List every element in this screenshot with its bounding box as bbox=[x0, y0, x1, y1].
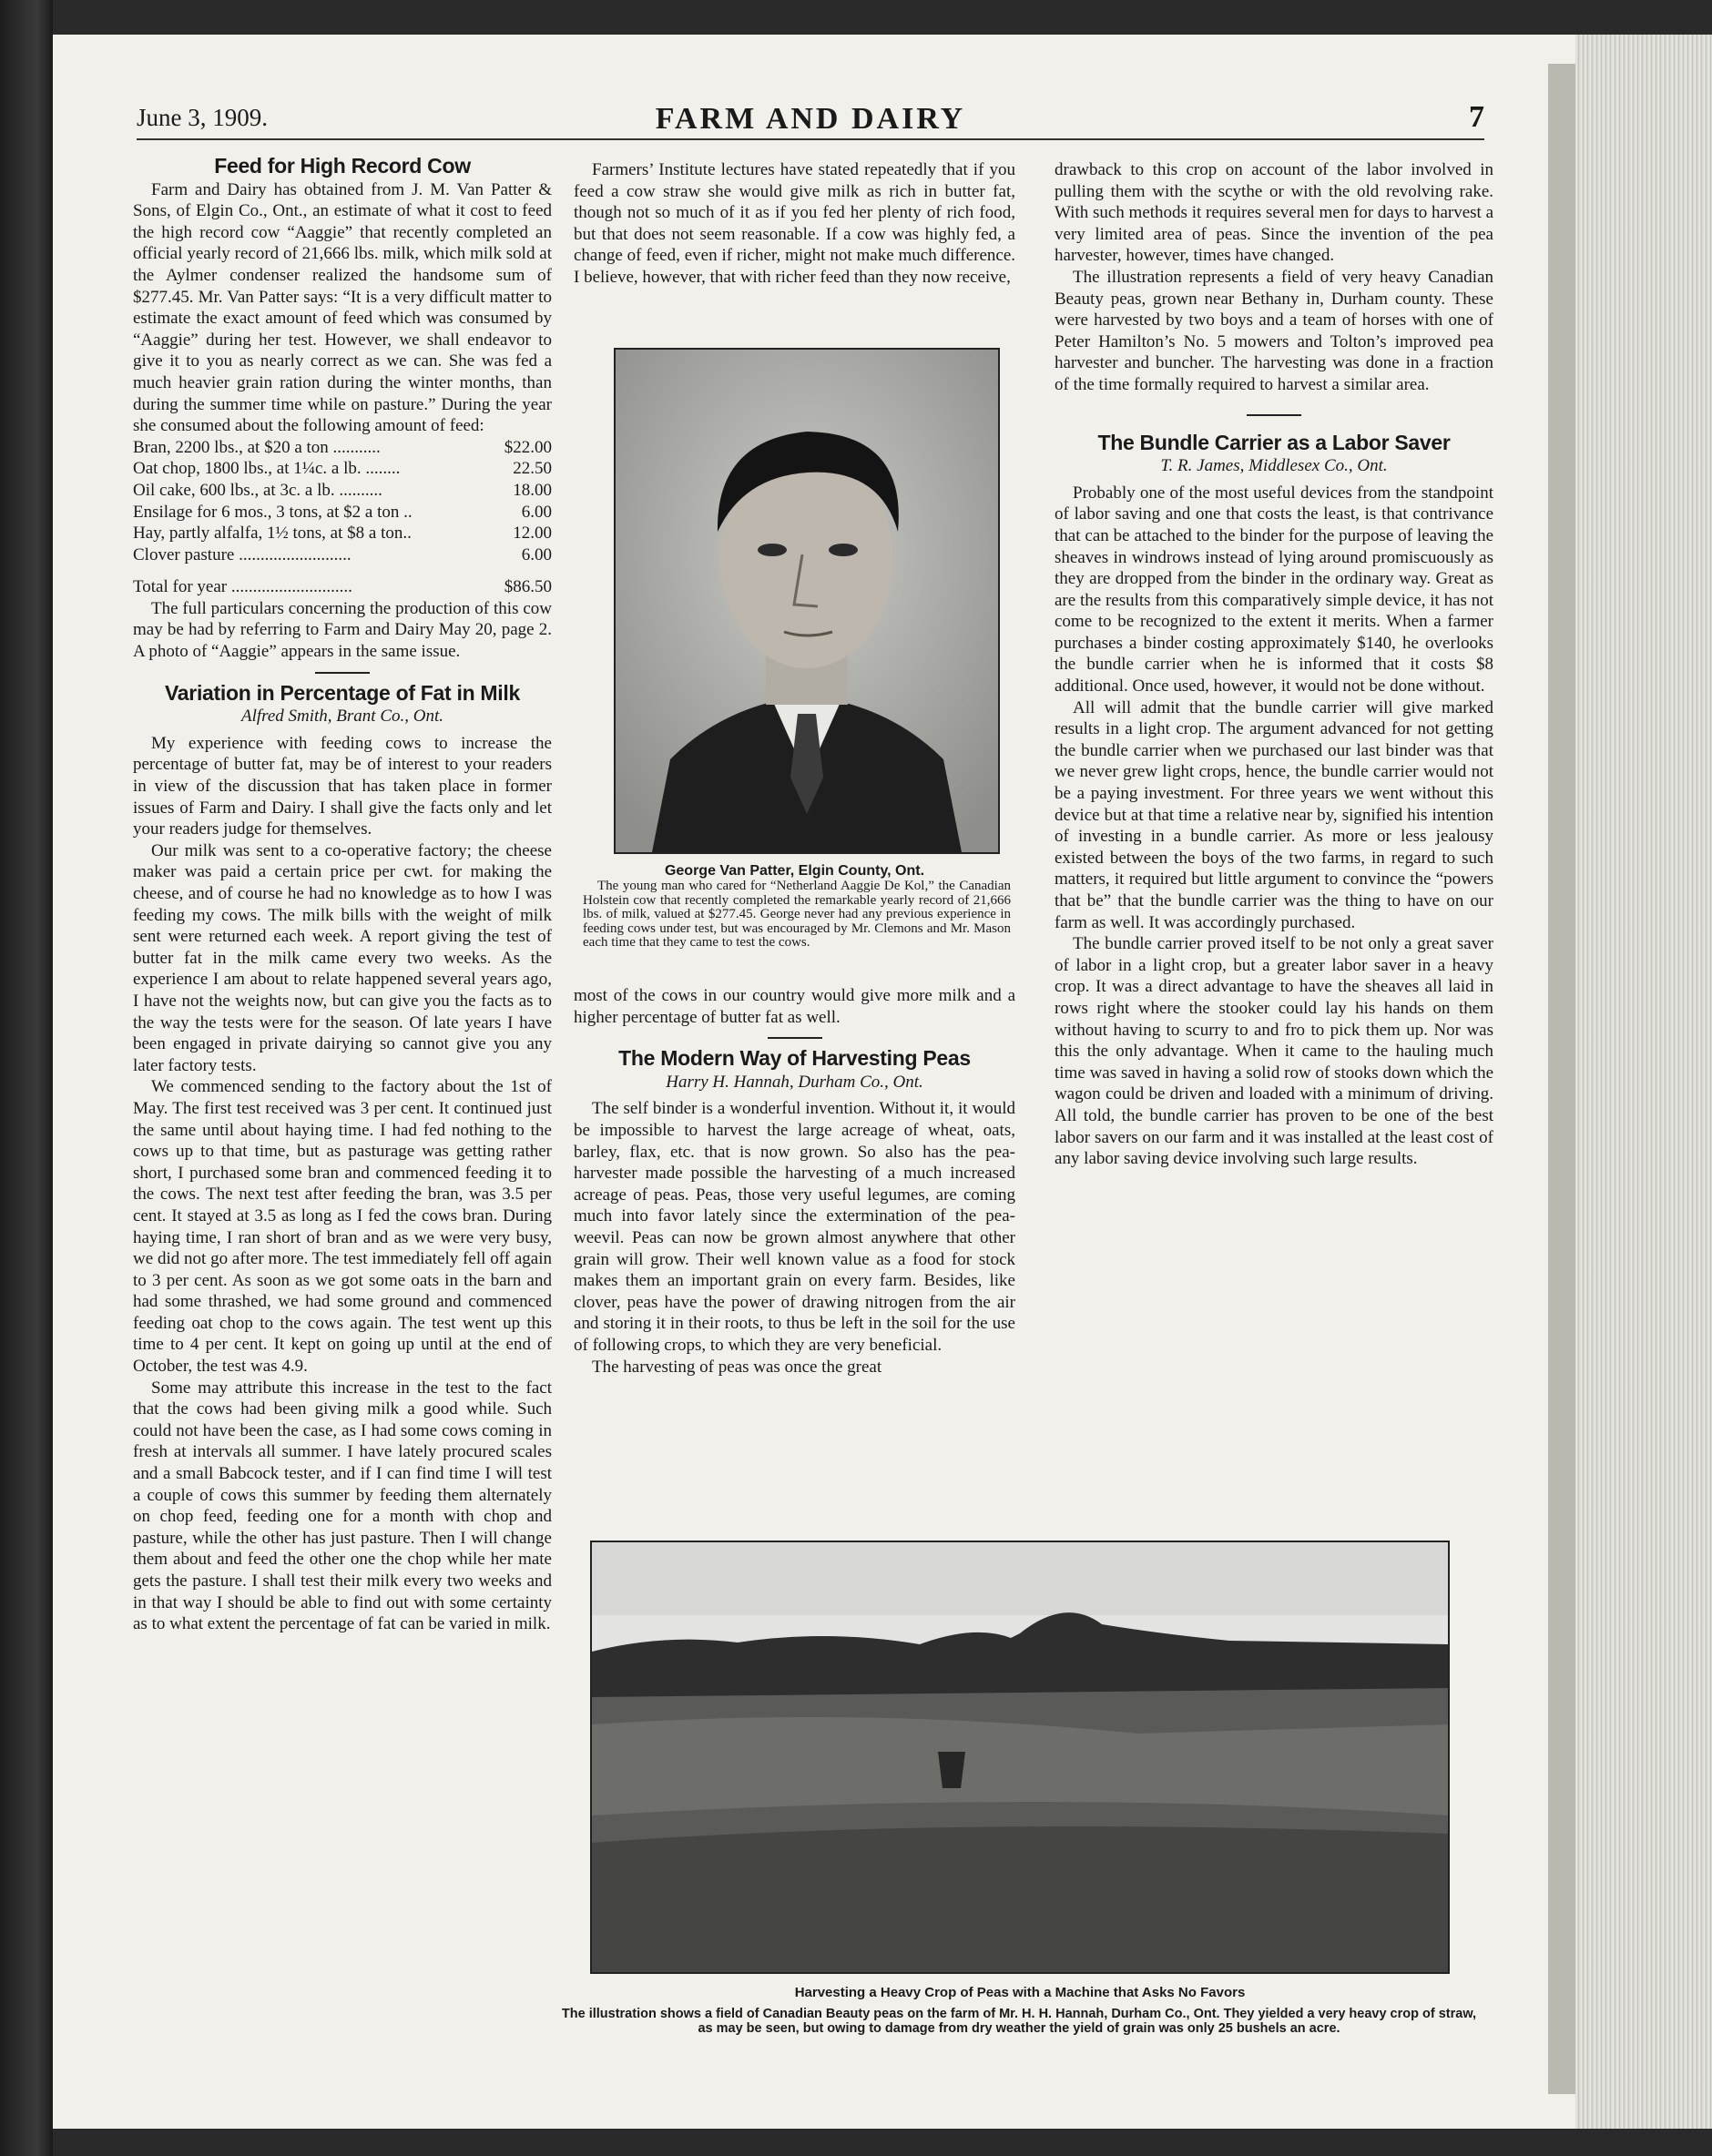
column-1 bbox=[133, 150, 552, 1635]
peas-paragraph: The harvesting of peas was once the great bbox=[592, 1357, 882, 1377]
table-row: Hay, partly alfalfa, 1½ tons, at $8 a ton.. 12.00 bbox=[133, 524, 552, 544]
pea-field-photo bbox=[590, 1541, 1450, 1974]
table-row: Oat chop, 1800 lbs., at 1¼c. a lb. ........ 22.50 bbox=[133, 459, 552, 479]
variation-paragraph: We commenced sending to the factory about the 1st of May. The first test received was 3 per cent. It continued just the same until about haying time. I had fed nothing to the cows up to that time, but as pasturage was getting rather short, I purchased some bran and commenced feeding it to the cows. The next test after feeding the bran, was 3.5 per cent. It stayed at 3.5 as long as I fed the cows bran. During haying time, I ran short of bran and as we were very busy, we did not go after more. The test immediately fell off again to 3 per cent. As soon as we got some oats in the barn and had some thrashed, we had some ground and commenced feeding oat chop to the cows again. The test went up this time to 4 per cent. It kept on going up until at the end of October, the test was 4.9. bbox=[133, 1077, 552, 1377]
peas-paragraph: The illustration represents a field of very heavy Canadian Beauty peas, grown near Bethany in, Durham county. These were harvested by two boys and a team of horses with one of Peter Hamilton’s No. 5 mowers and Tolton’s improved pea harvester and buncher. The harvesting was done in a fraction of the time formally required to harvest a similar area. bbox=[1055, 267, 1493, 394]
table-row: Clover pasture .......................... 6.00 bbox=[133, 544, 552, 564]
issue-date: June 3, 1909. bbox=[137, 104, 268, 131]
article-separator bbox=[768, 1037, 822, 1039]
column-2-top bbox=[574, 159, 1015, 289]
scan-border bbox=[0, 0, 53, 2156]
feed-outro: The full particulars concerning the production of this cow may be had by referring to Farm and Dairy May 20, page 2. A photo of “Aaggie” appears in the same issue. bbox=[133, 598, 552, 662]
page-header bbox=[137, 98, 1484, 144]
bundle-byline: T. R. James, Middlesex Co., Ont. bbox=[1160, 456, 1388, 476]
field-caption-body: The illustration shows a field of Canadian Beauty peas on the farm of Mr. H. H. Hannah, Durham Co., Ont. They yielded a very heavy crop of straw, as may be seen, but owing to damage from dry weather the yield of grain was only 25 bushels an acre. bbox=[561, 2007, 1477, 2036]
column-2-bottom bbox=[574, 985, 1015, 1378]
peas-byline: Harry H. Hannah, Durham Co., Ont. bbox=[666, 1072, 923, 1092]
variation-article-title: Variation in Percentage of Fat in Milk bbox=[165, 680, 520, 705]
feed-article-title: Feed for High Record Cow bbox=[214, 154, 471, 178]
portrait-caption-body: The young man who cared for “Netherland Aaggie De Kol,” the Canadian Holstein cow that recently completed the remarkable yearly record of 21,666 lbs. of milk, valued at $277.45. George never had any previous experience in feeding cows under test, but was encouraged by Mr. Clemons and Mr. Mason each time that they came to test the cows. bbox=[583, 879, 1011, 951]
page-binding bbox=[1548, 64, 1575, 2094]
variation-paragraph: My experience with feeding cows to increase the percentage of butter fat, may be of interest to your readers in view of the discussion that has taken place in former issues of Farm and Dairy. I shall give the facts only and let your readers judge for themselves. bbox=[133, 733, 552, 839]
article-separator bbox=[315, 672, 370, 674]
table-row: Ensilage for 6 mos., 3 tons, at $2 a ton .. 6.00 bbox=[133, 502, 552, 522]
peas-continuation: drawback to this crop on account of the labor involved in pulling them with the scythe or with the old revolving rake. With such methods it requires several men for days to harvest a very limited area of peas. Since the invention of the pea harvester, however, times have changed. bbox=[1055, 160, 1494, 266]
institute-paragraph: Farmers’ Institute lectures have stated repeatedly that if you feed a cow straw she would give milk as rich in butter fat, though not so much of it as if you fed her plenty of rich food, but that does not seem reasonable. If a cow was highly fed, a change of feed, even if richer, might not make much difference. I believe, however, that with richer feed than they now receive, bbox=[574, 160, 1015, 287]
column-3 bbox=[1055, 159, 1493, 1170]
variation-byline: Alfred Smith, Brant Co., Ont. bbox=[240, 707, 444, 727]
header-rule bbox=[137, 138, 1484, 140]
bundle-paragraph: The bundle carrier proved itself to be not only a great saver of labor in a light crop, but a greater labor saver in a heavy crop. It was a direct advantage to have the sheaves all laid in rows right where the stooker could lay his hands on them without having to scurry to and fro to pick them up. Nor was this the only advantage. When it came to the hauling much time was saved in having a solid row of stooks down which the wagon could be driven and loaded with a minimum of driving. All told, the bundle carrier has proven to be one of the best labor savers on our farm and it was installed at the least cost of any labor saving device involving such large results. bbox=[1055, 934, 1493, 1169]
table-total-row: Total for year ............................ $86.50 bbox=[133, 577, 552, 597]
table-row: Oil cake, 600 lbs., at 3c. a lb. .......... 18.00 bbox=[133, 480, 552, 500]
variation-paragraph: Our milk was sent to a co-operative factory; the cheese maker was paid a certain price per cwt. for making the cheese, and of course he had no knowledge as to how I was feeding my cows. The milk bills with the weight of milk sent were returned each week. A report giving the test of butter fat in the milk came every two weeks. As the experience I am about to relate happened several years ago, I have not the weights now, but can give you the facts as to the way the tests were for the season. Of late years I have been engaged in private dairying so cannot give you any later factory tests. bbox=[133, 840, 552, 1075]
bundle-article-title: The Bundle Carrier as a Labor Saver bbox=[1097, 430, 1451, 454]
field-caption-title: Harvesting a Heavy Crop of Peas with a Machine that Asks No Favors bbox=[794, 1985, 1246, 2000]
feed-intro: Farm and Dairy has obtained from J. M. Van Patter & Sons, of Elgin Co., Ont., an estimate of what it cost to feed the high record cow “Aaggie” that recently completed an official yearly record of 21,666 lbs. milk, which milk sold at the Aylmer condenser realized the handsome sum of $277.45. Mr. Van Patter says: “It is a very difficult matter to estimate the exact amount of feed which was consumed by “Aaggie” during her test. However, we shall endeavor to give it to you as nearly correct as we can. She was fed a much heavier grain ration during the winter months, than during the summer time while on pasture.” During the year she consumed about the following amount of feed: bbox=[133, 179, 552, 436]
variation-paragraph: Some may attribute this increase in the test to the fact that the cows had been giving milk a good while. Such could not have been the case, as I had some cows coming in fresh at intervals all summer. I have lately procured scales and a small Babcock tester, and if I can find time I will test a couple of cows this summer by feeding them alternately on chop feed, feeding one for a month with chop and pasture, while the other has just pasture. Then I will change them about and feed the other one the chop while her mate gets the pasture. I shall test their milk every two weeks and in that way I should be able to find out with some certainty as to what extent the percentage of fat can be varied in milk. bbox=[133, 1378, 552, 1634]
portrait-caption-title: George Van Patter, Elgin County, Ont. bbox=[664, 863, 925, 879]
bundle-paragraph: Probably one of the most useful devices from the standpoint of labor saving and one that costs the least, is that contrivance that can be attached to the binder for the purpose of leaving the sheaves in windrows instead of lying around promiscuously as they are dropped from the binder in the ordinary way. Great as are the results from this comparatively simple device, it has not come to be recognized to the extent it merits. When a farmer purchases a binder costing approximately $140, he overlooks the bundle carrier when he is informed that it costs $8 additional. Once used, however, it would not be done without. bbox=[1055, 483, 1493, 697]
page-edges bbox=[1575, 35, 1712, 2129]
bundle-paragraph: All will admit that the bundle carrier will give marked results in a light crop. The argument advanced for not getting the bundle carrier when we purchased our last binder was that we never grew light crops, hence, the bundle carrier would not be a paying investment. For three years we went without this device but at that time a relative near by, signified his intention of investing in a bundle carrier. As more or less jealousy existed between the boys of the two farms, in regard to such matters, it required but little argument to convince the “powers that be” that the bundle carrier was the thing to have on our farm as well. It was accordingly purchased. bbox=[1055, 697, 1493, 932]
feed-cost-table bbox=[133, 437, 552, 598]
table-row: Bran, 2200 lbs., at $20 a ton ........... $22.00 bbox=[133, 437, 552, 457]
masthead-title: FARM AND DAIRY bbox=[655, 102, 966, 136]
page-number: 7 bbox=[1469, 100, 1484, 134]
article-separator bbox=[1247, 414, 1301, 416]
peas-article-title: The Modern Way of Harvesting Peas bbox=[618, 1046, 971, 1071]
portrait-photo bbox=[614, 348, 1000, 854]
institute-continuation: most of the cows in our country would give more milk and a higher percentage of butter fat as well. bbox=[574, 986, 1015, 1027]
peas-paragraph: The self binder is a wonderful invention. Without it, it would be impossible to harvest the large acreage of wheat, oats, barley, flax, etc. that is now grown. So also has the pea-harvester made possible the harvesting of a much increased acreage of peas. Peas, those very useful legumes, are coming much into favor lately since the extermination of the pea-weevil. Peas can now be grown almost anywhere that other grain will grow. Their well known value as a food for stock makes them an important grain on every farm. Besides, like clover, peas have the power of drawing nitrogen from the air and storing it in their roots, to thus be left in the soil for the use of following crops, to which they are very beneficial. bbox=[574, 1099, 1015, 1355]
